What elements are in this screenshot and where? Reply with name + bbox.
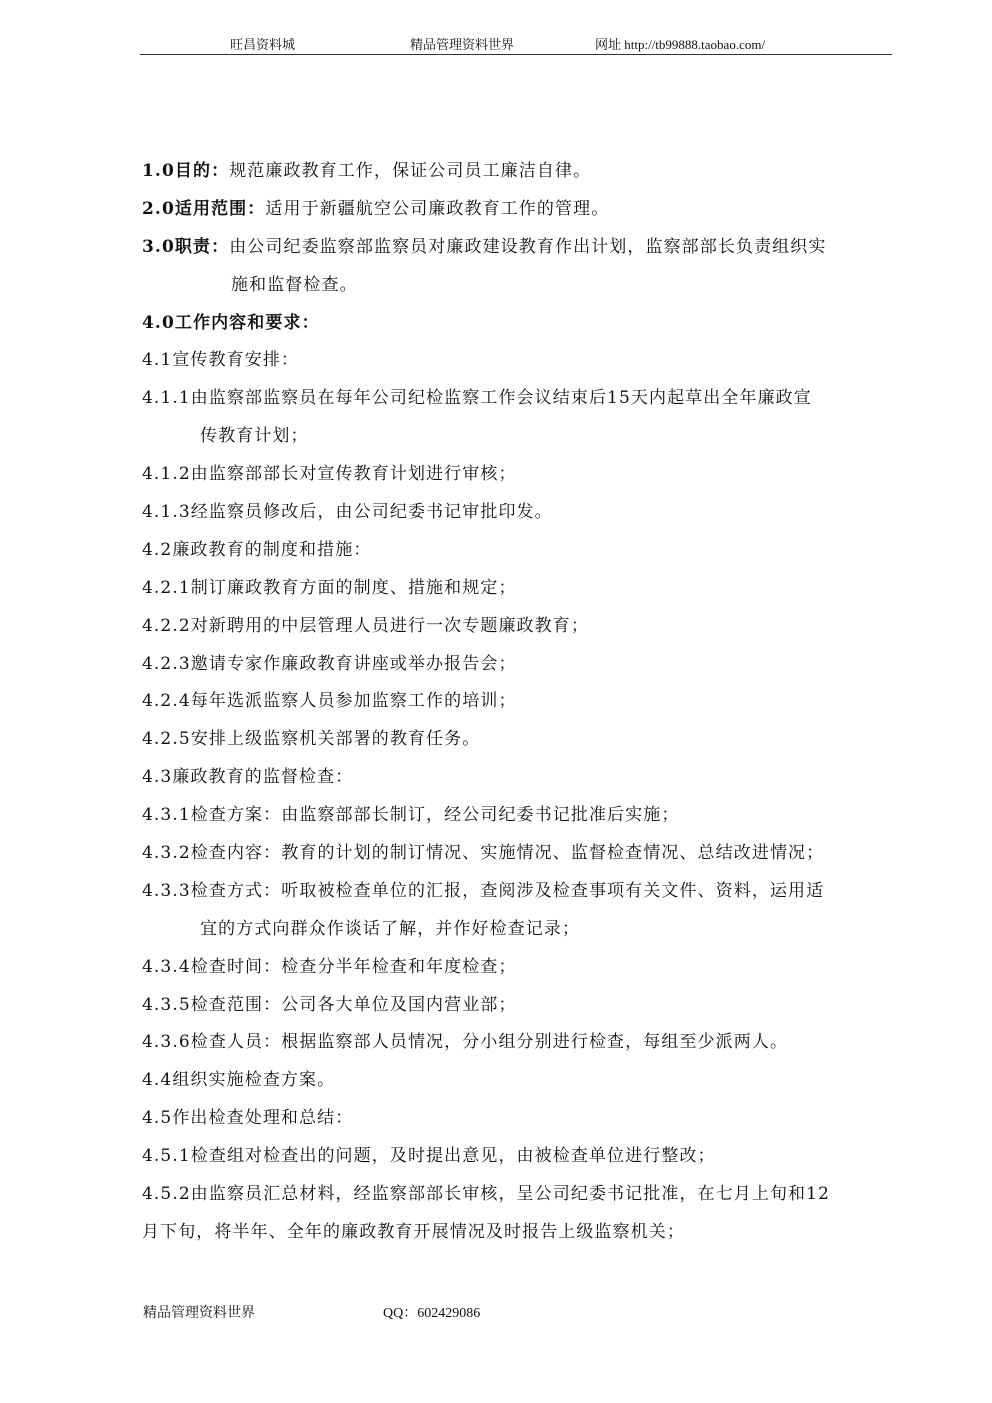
list-item: 4.1.3经监察员修改后，由公司纪委书记审批印发。 [142,502,553,523]
page-header [140,30,892,55]
page-footer [143,1302,481,1322]
footer-qq: QQ：602429086 [383,1306,481,1321]
list-item: 4.3.5检查范围：公司各大单位及国内营业部； [142,994,517,1015]
header-center: 精品管理资料世界 [410,37,515,52]
list-item: 4.5作出检查处理和总结： [142,1108,354,1129]
list-item: 4.5.2由监察员汇总材料，经监察部部长审核，呈公司纪委书记批准，在七月上旬和12 [142,1184,830,1205]
section-3-text: 由公司纪委监察部监察员对廉政建设教育作出计划，监察部部长负责组织实 [229,236,827,257]
section-2-lead: 2.0适用范围： [142,198,266,219]
footer-left: 精品管理资料世界 [143,1306,255,1321]
list-item: 4.1.2由监察部部长对宣传教育计划进行审核； [142,464,517,485]
list-item: 4.4组织实施检查方案。 [142,1070,336,1091]
list-item-continued: 传教育计划； [200,426,309,447]
section-2-text: 适用于新疆航空公司廉政教育工作的管理。 [265,198,610,219]
list-item: 4.1.1由监察部监察员在每年公司纪检监察工作会议结束后15天内起草出全年廉政宣 [142,388,812,409]
header-left: 旺昌资料城 [230,37,296,52]
section-3-lead: 3.0职责： [142,236,230,257]
section-1 [142,161,894,199]
section-2 [142,199,894,237]
list-item: 4.2.4每年选派监察人员参加监察工作的培训； [142,691,517,712]
section-3-continued: 施和监督检查。 [231,274,358,295]
list-item: 4.5.1检查组对检查出的问题，及时提出意见，由被检查单位进行整改； [142,1146,716,1167]
list-item: 4.3廉政教育的监督检查： [142,767,354,788]
list-item: 4.3.6检查人员：根据监察部人员情况，分小组分别进行检查，每组至少派两人。 [142,1032,789,1053]
list-item: 4.3.2检查内容：教育的计划的制订情况、实施情况、监督检查情况、总结改进情况； [142,843,825,864]
list-item: 4.2.3邀请专家作廉政教育讲座或举办报告会； [142,653,517,674]
list-item-continued: 月下旬，将半年、全年的廉政教育开展情况及时报告上级监察机关； [142,1221,685,1242]
section-3 [142,237,894,275]
list-item: 4.2廉政教育的制度和措施： [142,539,372,560]
list-item: 4.3.1检查方案：由监察部部长制订，经公司纪委书记批准后实施； [142,805,680,826]
list-item: 4.3.3检查方式：听取被检查单位的汇报，查阅涉及检查事项有关文件、资料，运用适 [142,880,825,901]
document-body [142,161,894,1260]
header-right: 网址 http://tb99888.taobao.com/ [595,37,766,52]
list-item: 4.1宣传教育安排： [142,350,300,371]
list-item: 4.3.4检查时间：检查分半年检查和年度检查； [142,956,517,977]
list-item: 4.2.1制订廉政教育方面的制度、措施和规定； [142,577,517,598]
section-4-lead: 4.0工作内容和要求： [142,312,320,333]
section-1-lead: 1.0目的： [142,161,230,181]
list-item: 4.2.2对新聘用的中层管理人员进行一次专题廉政教育； [142,615,589,636]
section-4 [142,313,894,351]
list-item-continued: 宜的方式向群众作谈话了解，并作好检查记录； [200,918,581,939]
section-1-text: 规范廉政教育工作，保证公司员工廉洁自律。 [229,161,592,181]
list-item: 4.2.5安排上级监察机关部署的教育任务。 [142,729,481,750]
